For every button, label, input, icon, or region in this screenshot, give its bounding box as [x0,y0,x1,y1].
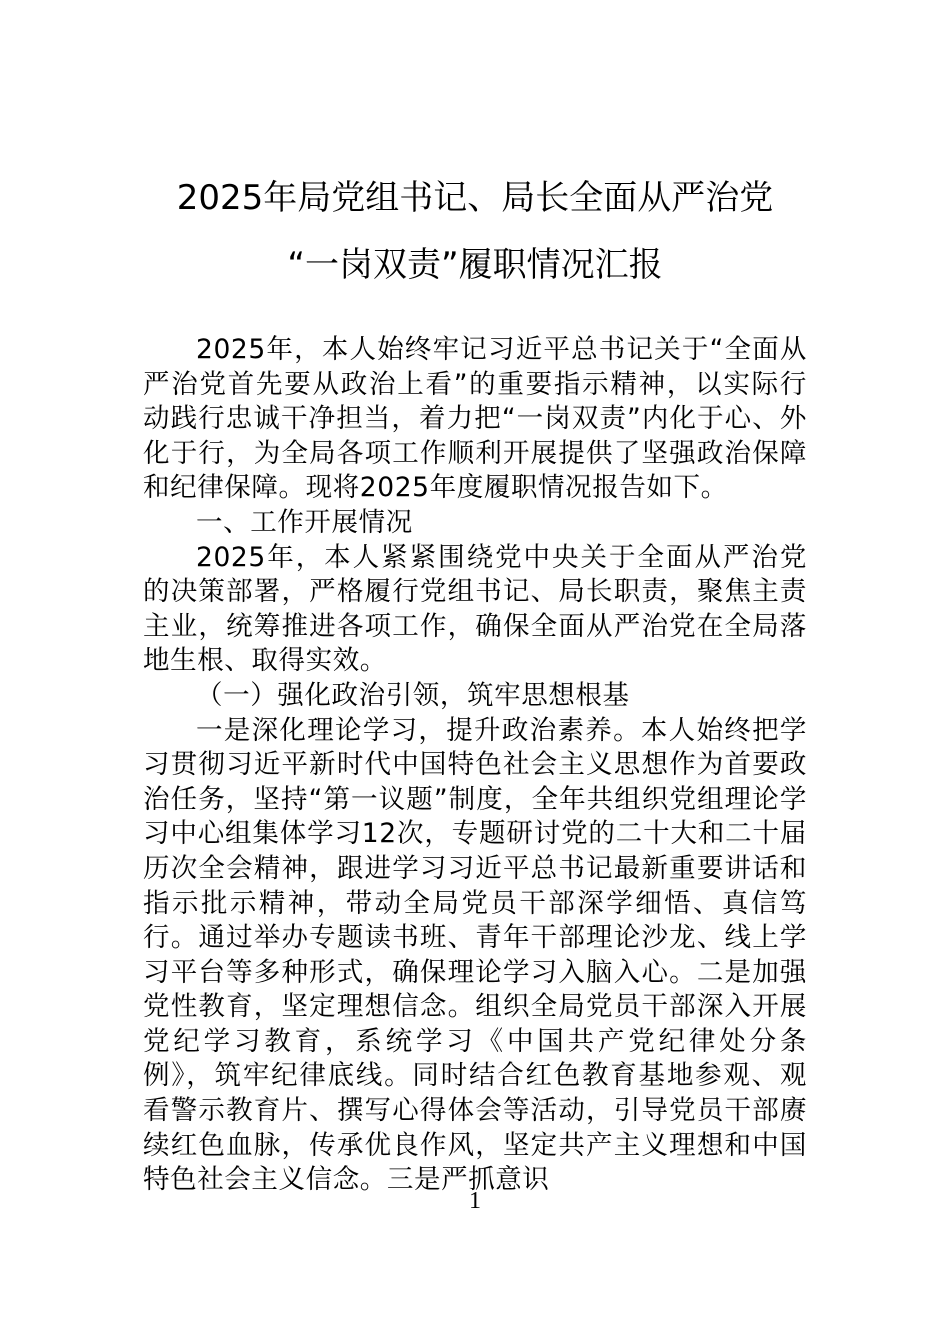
document-body [143,333,807,1198]
intro-paragraph: 2025年，本人始终牢记习近平总书记关于“全面从严治党首先要从政治上看”的重要指示精神，以实际行动践行忠诚干净担当，着力把“一岗双责”内化于心、外化于行，为全局各项工作顺利开展提供了坚强政治保障和纪律保障。现将2025年度履职情况报告如下。 [143,334,807,504]
document-title-line-2: “一岗双责”履职情况汇报 [287,245,663,285]
section-1-paragraph: 2025年，本人紧紧围绕党中央关于全面从严治党的决策部署，严格履行党组书记、局长职责，聚焦主责主业，统筹推进各项工作，确保全面从严治党在全局落地生根、取得实效。 [143,541,807,677]
document-title-line-1: 2025年局党组书记、局长全面从严治党 [176,178,774,218]
subsection-1-paragraph: 一是深化理论学习，提升政治素养。本人始终把学习贯彻习近平新时代中国特色社会主义思想作为首要政治任务，坚持“第一议题”制度，全年共组织党组理论学习中心组集体学习12次，专题研讨党的二十大和二十届历次全会精神，跟进学习习近平总书记最新重要讲话和指示批示精神，带动全局党员干部深学细悟、真信笃行。通过举办专题读书班、青年干部理论沙龙、线上学习平台等多种形式，确保理论学习入脑入心。二是加强党性教育，坚定理想信念。组织全局党员干部深入开展党纪学习教育，系统学习《中国共产党纪律处分条例》，筑牢纪律底线。同时结合红色教育基地参观、观看警示教育片、撰写心得体会等活动，引导党员干部赓续红色血脉，传承优良作风，坚定共产主义理想和中国特色社会主义信念。三是严抓意识 [143,714,807,1196]
page-number: 1 [469,1188,481,1214]
subsection-heading-1: （一）强化政治引领，筑牢思想根基 [196,679,630,711]
section-heading-1: 一、工作开展情况 [196,506,413,538]
